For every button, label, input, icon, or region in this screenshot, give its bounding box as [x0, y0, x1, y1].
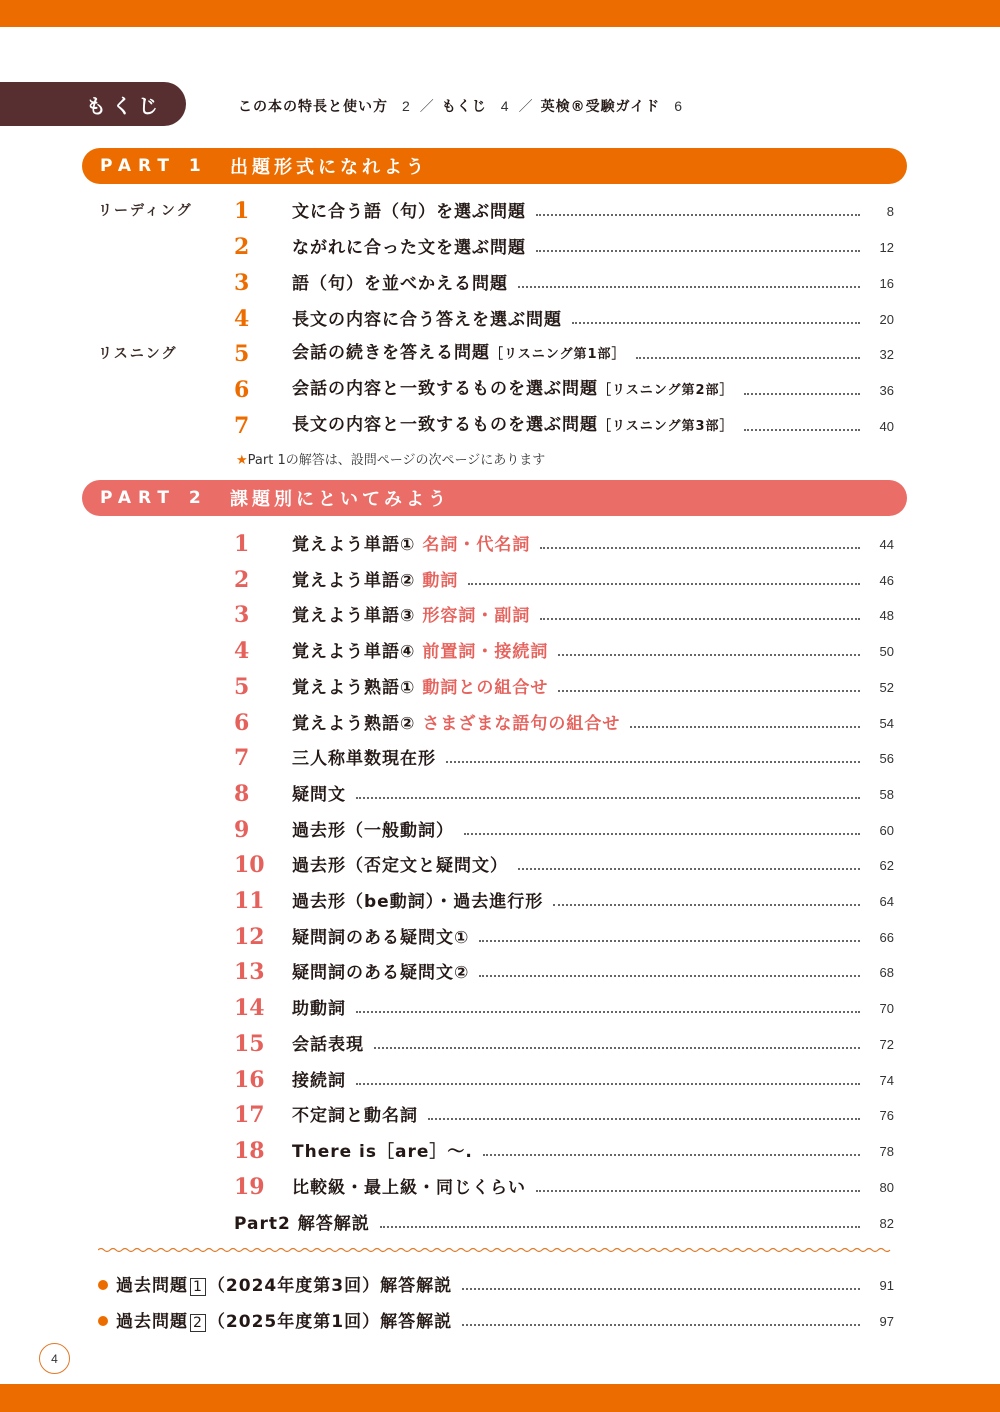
leader-dots	[356, 797, 860, 799]
item-number: 17	[234, 1102, 265, 1129]
part1-title: 出題形式になれよう	[230, 157, 428, 178]
item-title: 覚えよう熟語② さまざまな語句の組合せ	[292, 713, 621, 734]
toc-row[interactable]	[234, 559, 894, 593]
item-page: 46	[879, 572, 894, 588]
toc-row[interactable]	[234, 809, 894, 843]
item-page: 32	[879, 347, 894, 362]
item-page: 76	[879, 1108, 894, 1124]
section-reading-label: リーディング	[98, 203, 193, 219]
item-title: 過去形（be動詞）・過去進行形	[292, 892, 544, 912]
toc-row[interactable]	[234, 880, 894, 914]
item-highlight: 形容詞・副詞	[422, 606, 531, 627]
leader-dots	[462, 1324, 860, 1326]
leader-dots	[630, 726, 860, 728]
item-number: 10	[234, 852, 265, 879]
item-page: 52	[879, 679, 894, 695]
part2-title: 課題別にといてみよう	[230, 489, 450, 510]
item-number: 16	[234, 1066, 265, 1093]
item-title: 助動詞	[292, 999, 346, 1020]
part1-banner	[82, 148, 907, 184]
item-highlight: さまざまな語句の組合せ	[422, 713, 621, 734]
item-page: 80	[879, 1179, 894, 1195]
item-title: 覚えよう単語② 動詞	[292, 570, 459, 591]
part1-note	[236, 449, 545, 468]
toc-tab-label: もくじ	[86, 93, 164, 118]
nav-separator: ／	[518, 99, 533, 115]
section-listening-label: リスニング	[98, 346, 178, 362]
toc-row[interactable]	[234, 844, 894, 878]
item-number: 15	[234, 1030, 265, 1057]
leader-dots	[536, 1190, 860, 1192]
past-exam-row[interactable]	[98, 1300, 894, 1334]
item-number: 4	[234, 306, 250, 332]
item-number: 13	[234, 959, 265, 986]
item-page: 40	[879, 419, 894, 434]
part2-banner	[82, 480, 907, 516]
toc-row[interactable]	[234, 405, 894, 439]
item-title: 過去形（否定文と疑問文）	[292, 856, 508, 877]
item-number: 6	[234, 709, 250, 736]
leader-dots	[462, 1288, 860, 1290]
item-title: 長文の内容と一致するものを選ぶ問題［リスニング第3部］	[292, 415, 734, 435]
item-title: 過去形（一般動詞）	[292, 820, 454, 841]
toc-row[interactable]	[234, 369, 894, 403]
item-page: 91	[879, 1278, 894, 1293]
leader-dots	[558, 654, 860, 656]
leader-dots	[744, 393, 860, 395]
item-page: 36	[879, 383, 894, 398]
item-page: 74	[879, 1072, 894, 1088]
leader-dots	[536, 250, 860, 252]
item-number: 12	[234, 923, 265, 950]
item-title: 過去問題 1 （2024年度第3回）解答解説	[116, 1276, 453, 1296]
leader-dots	[468, 583, 860, 585]
leader-dots	[483, 1154, 860, 1156]
item-page: 97	[879, 1314, 894, 1329]
item-highlight: 動詞との組合せ	[422, 677, 549, 698]
item-title: 会話の続きを答える問題［リスニング第1部］	[292, 343, 626, 363]
toc-row[interactable]	[234, 666, 894, 700]
toc-row[interactable]	[234, 1094, 894, 1128]
item-title: 不定詞と動名詞	[292, 1106, 418, 1127]
leader-dots	[518, 868, 860, 870]
item-title: There is［are］～.	[292, 1141, 473, 1162]
item-page: 20	[879, 312, 894, 327]
leader-dots	[553, 904, 860, 906]
item-number: 18	[234, 1137, 265, 1164]
item-number: 7	[234, 413, 250, 439]
leader-dots	[446, 761, 860, 763]
toc-row[interactable]	[234, 630, 894, 664]
item-title: 会話の内容と一致するものを選ぶ問題［リスニング第2部］	[292, 379, 734, 399]
item-number: 3	[234, 270, 250, 296]
item-highlight: 名詞・代名詞	[422, 535, 531, 555]
item-number: 2	[234, 566, 250, 593]
nav-separator: ／	[419, 99, 434, 115]
leader-dots	[356, 1083, 860, 1085]
toc-row[interactable]	[234, 190, 894, 224]
item-number: 2	[234, 234, 250, 260]
item-highlight: 動詞	[422, 570, 459, 591]
item-page: 64	[879, 894, 894, 909]
item-number: 5	[234, 673, 250, 700]
item-number: 9	[234, 816, 250, 843]
toc-row[interactable]	[234, 951, 894, 985]
toc-row[interactable]	[234, 594, 894, 628]
item-page: 54	[879, 715, 894, 731]
item-title: 疑問詞のある疑問文①	[292, 927, 470, 948]
item-number: 1	[234, 531, 250, 557]
item-page: 8	[886, 204, 894, 219]
item-page: 82	[879, 1216, 894, 1231]
item-number: 8	[234, 780, 250, 807]
item-title: 長文の内容に合う答えを選ぶ問題	[292, 310, 562, 330]
item-page: 78	[879, 1143, 894, 1159]
item-title: 文に合う語（句）を選ぶ問題	[292, 202, 526, 222]
item-title: Part2 解答解説	[234, 1214, 370, 1234]
leader-dots	[572, 322, 860, 324]
item-page: 58	[879, 786, 894, 802]
item-title: 比較級・最上級・同じくらい	[292, 1177, 526, 1198]
nav-features-page: 2	[402, 98, 410, 114]
leader-dots	[558, 690, 860, 692]
item-page: 50	[879, 644, 894, 660]
bottom-color-bar	[0, 1384, 1000, 1412]
item-suffix: ［リスニング第3部］	[598, 419, 734, 434]
item-number: 4	[234, 638, 250, 665]
item-page: 60	[879, 822, 894, 838]
nav-guide-link[interactable]: 英検®受験ガイド	[540, 99, 661, 115]
toc-row[interactable]	[234, 523, 894, 557]
item-page: 48	[879, 608, 894, 624]
item-page: 44	[879, 537, 894, 552]
toc-tab	[0, 82, 186, 126]
item-number: 3	[234, 602, 250, 629]
toc-row[interactable]	[234, 1023, 894, 1057]
item-suffix: ［リスニング第2部］	[598, 383, 734, 398]
leader-dots	[540, 618, 860, 620]
leader-dots	[380, 1226, 860, 1228]
past-exam-row[interactable]	[98, 1264, 894, 1298]
item-page: 68	[879, 965, 894, 981]
item-title: ながれに合った文を選ぶ問題	[292, 238, 526, 258]
note-text: Part 1の解答は、設問ページの次ページにあります	[247, 453, 546, 468]
toc-row[interactable]	[234, 226, 894, 260]
item-title: 接続詞	[292, 1070, 346, 1091]
item-number: 19	[234, 1173, 265, 1200]
item-number: 14	[234, 995, 265, 1022]
item-title: 覚えよう単語④ 前置詞・接続詞	[292, 642, 549, 663]
leader-dots	[744, 429, 860, 431]
wavy-divider	[98, 1247, 893, 1253]
top-color-bar	[0, 0, 1000, 27]
leader-dots	[479, 940, 860, 942]
item-page: 56	[879, 751, 894, 767]
toc-row[interactable]	[234, 916, 894, 950]
leader-dots	[479, 975, 860, 977]
item-title: 語（句）を並べかえる問題	[292, 274, 508, 294]
nav-toc-page: 4	[500, 98, 509, 114]
toc-row[interactable]	[234, 1059, 894, 1093]
item-number: 6	[234, 377, 250, 403]
bullet-icon	[98, 1280, 108, 1290]
nav-guide-page: 6	[674, 98, 682, 114]
toc-row[interactable]	[234, 702, 894, 736]
item-page: 72	[879, 1036, 894, 1052]
item-page: 62	[879, 858, 894, 874]
leader-dots	[464, 833, 860, 835]
item-title: 覚えよう熟語① 動詞との組合せ	[292, 677, 549, 698]
item-suffix: ［リスニング第1部］	[490, 347, 626, 362]
item-title: 覚えよう単語③ 形容詞・副詞	[292, 606, 531, 627]
leader-dots	[428, 1118, 860, 1120]
item-page: 66	[879, 929, 894, 945]
toc-row-part2-answers[interactable]	[234, 1202, 894, 1236]
leader-dots	[536, 214, 860, 216]
item-title: 覚えよう単語① 名詞・代名詞	[292, 535, 531, 555]
part1-label: PART 1	[100, 156, 208, 176]
item-title: 疑問詞のある疑問文②	[292, 963, 470, 984]
item-number: 5	[234, 341, 250, 367]
item-number: 7	[234, 745, 250, 772]
toc-row[interactable]	[234, 773, 894, 807]
item-title: 過去問題 2 （2025年度第1回）解答解説	[116, 1312, 453, 1332]
toc-row[interactable]	[234, 262, 894, 296]
item-number: 11	[234, 888, 265, 914]
item-page: 12	[879, 240, 894, 255]
toc-row[interactable]	[234, 1130, 894, 1164]
item-page: 70	[879, 1001, 894, 1017]
boxed-number: 2	[190, 1314, 206, 1332]
toc-row[interactable]	[234, 987, 894, 1021]
leader-dots	[540, 547, 860, 549]
item-title: 疑問文	[292, 784, 346, 805]
item-title: 会話表現	[292, 1034, 364, 1055]
star-icon: ★	[236, 453, 248, 468]
toc-row[interactable]	[234, 333, 894, 367]
toc-row[interactable]	[234, 1166, 894, 1200]
part2-label: PART 2	[100, 488, 208, 508]
item-highlight: 前置詞・接続詞	[422, 642, 549, 663]
page-number: 4	[39, 1343, 70, 1374]
leader-dots	[518, 286, 860, 288]
toc-row[interactable]	[234, 737, 894, 771]
boxed-number: 1	[190, 1278, 206, 1296]
nav-features-link[interactable]: この本の特長と使い方	[238, 99, 388, 115]
leader-dots	[356, 1011, 860, 1013]
nav-toc-link[interactable]: もくじ	[441, 99, 487, 115]
item-page: 16	[879, 276, 894, 291]
item-number: 1	[234, 198, 250, 224]
leader-dots	[636, 357, 860, 359]
item-title: 三人称単数現在形	[292, 749, 436, 770]
toc-row[interactable]	[234, 298, 894, 332]
leader-dots	[374, 1047, 860, 1049]
bullet-icon	[98, 1316, 108, 1326]
header-nav	[238, 96, 692, 116]
